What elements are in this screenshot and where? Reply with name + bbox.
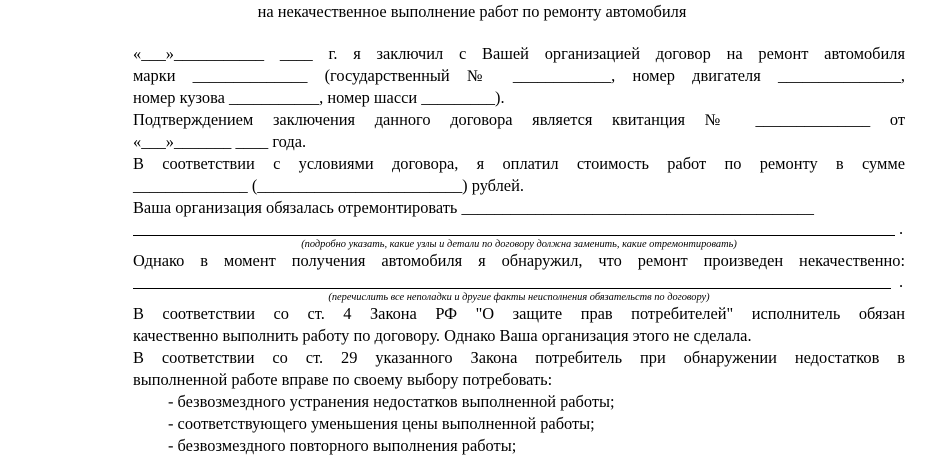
requirements-list bbox=[133, 391, 905, 457]
receipt-line-2: «___»_______ ____ года. bbox=[133, 132, 307, 151]
payment-line-1: В соответствии с условиями договора, я оплатил стоимость работ по ремонту в сумме bbox=[133, 154, 905, 173]
requirement-item: - безвозмездного повторного выполнения работы; bbox=[168, 436, 517, 455]
law29-line-1: В соответствии со ст. 29 указанного Закона потребитель при обнаружении недостатков в bbox=[133, 348, 905, 367]
document-heading: на некачественное выполнение работ по ремонту автомобиля bbox=[257, 2, 687, 21]
law4-line-2: качественно выполнить работу по договору. Однако Ваша организация этого не сделала. bbox=[133, 326, 752, 345]
defect-line-1: Однако в момент получения автомобиля я обнаружил, что ремонт произведен некачественно: bbox=[133, 251, 905, 270]
obligation-end-mark: . bbox=[899, 219, 904, 238]
payment-line-2: ______________ (_________________________) рублей. bbox=[133, 176, 524, 195]
defect-end-mark: . bbox=[899, 272, 904, 291]
obligation-blank-line bbox=[133, 219, 905, 240]
defect-underline bbox=[133, 288, 891, 289]
contract-line-1: «___»___________ ____ г. я заключил с Вашей организацией договор на ремонт автомобиля bbox=[133, 44, 905, 63]
defect-hint: (перечислить все неполадки и другие факты неисполнения обязательств по договору) bbox=[328, 292, 710, 303]
law29-line-2: выполненной работе вправе по своему выбору потребовать: bbox=[133, 370, 553, 389]
receipt-line-1: Подтверждением заключения данного договора является квитанция № ______________ от bbox=[133, 110, 905, 129]
obligation-line-1: Ваша организация обязалась отремонтировать ___________________________________________ bbox=[133, 198, 814, 217]
contract-line-3: номер кузова ___________, номер шасси _________). bbox=[133, 88, 505, 107]
obligation-hint: (подробно указать, какие узлы и детали по договору должна заменить, какие отремонтировать) bbox=[301, 239, 737, 250]
contract-line-2: марки ______________ (государственный № ____________, номер двигателя _______________, bbox=[133, 66, 905, 85]
requirement-item: - безвозмездного устранения недостатков выполненной работы; bbox=[168, 392, 615, 411]
requirement-item: - соответствующего уменьшения цены выполненной работы; bbox=[168, 414, 595, 433]
law4-line-1: В соответствии со ст. 4 Закона РФ "О защите прав потребителей" исполнитель обязан bbox=[133, 304, 905, 323]
obligation-underline bbox=[133, 235, 895, 236]
defect-blank-line bbox=[133, 272, 905, 293]
claim-letter-body bbox=[133, 43, 905, 457]
